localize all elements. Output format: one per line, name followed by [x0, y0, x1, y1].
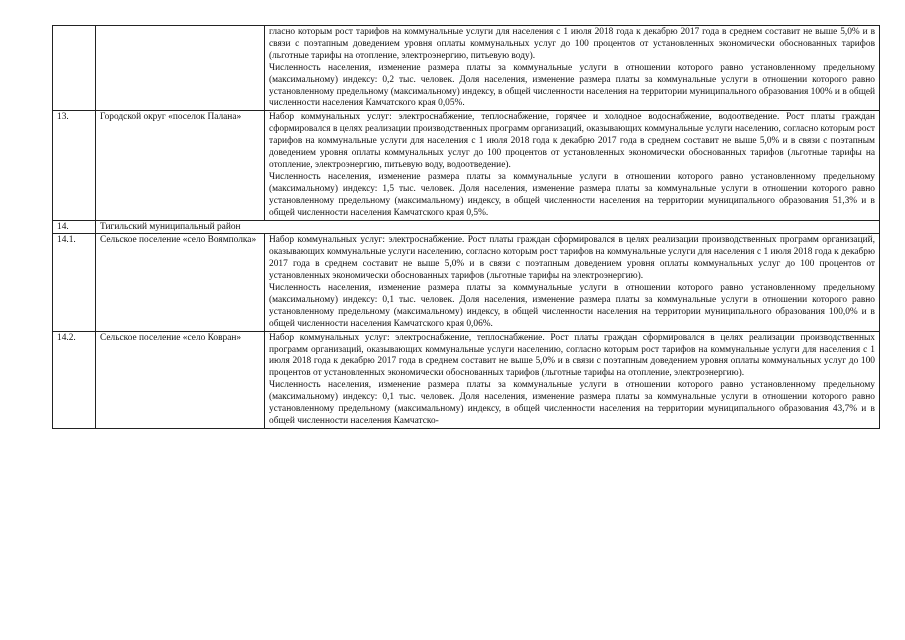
table-row [53, 26, 880, 111]
municipality-name: Сельское поселение «село Ковран» [96, 331, 265, 428]
description-paragraph: Набор коммунальных услуг: электроснабжение, теплоснабжение. Рост платы граждан сформировался в целях реализации производственных программ организаций, оказывающих коммунальные услуги населению, согласно которым рост тарифов на коммунальные услуги для населения с 1 июля 2018 года к декабрю 2017 года в среднем составит не выше 5,0% и в связи с поэтапным доведением уровня оплаты коммунальных услуг до 100 процентов от установленных экономически обоснованных тарифов (льготные тарифы на отопление, электроэнергию). [269, 332, 875, 379]
description-paragraph: Численность населения, изменение размера платы за коммунальные услуги в отношении которого равно установленному предельному (максимальному) индексу: 0,2 тыс. человек. Доля населения, изменение размера платы за коммунальные услуги в отношении которого равно установленному предельному (максимальному) индексу, в общей численности населения на территории муниципального образования 100% и в общей численности населения Камчатского края 0,05%. [269, 62, 875, 109]
row-number: 14. [53, 220, 96, 234]
row-description [265, 234, 880, 331]
municipality-name: Городской округ «поселок Палана» [96, 111, 265, 220]
table-row [53, 220, 880, 234]
row-number [53, 26, 96, 111]
description-paragraph: Набор коммунальных услуг: электроснабжение. Рост платы граждан сформировался в целях реализации производственных программ организаций, оказывающих коммунальные услуги населению, согласно которым рост тарифов на коммунальные услуги для населения с 1 июля 2018 года к декабрю 2017 года в среднем составит не выше 5,0% и в связи с поэтапным доведением уровня оплаты коммунальных услуг до 100 процентов от установленных экономически обоснованных тарифов (льготные тарифы на электроэнергию). [269, 235, 875, 282]
table-row [53, 234, 880, 331]
description-paragraph: Численность населения, изменение размера платы за коммунальные услуги в отношении которого равно установленному предельному (максимальному) индексу: 0,1 тыс. человек. Доля населения, изменение размера платы за коммунальные услуги в отношении которого равно установленному предельному (максимальному) индексу, в общей численности населения на территории муниципального образования 43,7% и в общей численности населения Камчатско- [269, 380, 875, 426]
row-description [265, 331, 880, 428]
table-row [53, 111, 880, 220]
municipality-name [96, 26, 265, 111]
description-paragraph: гласно которым рост тарифов на коммунальные услуги для населения с 1 июля 2018 года к декабрю 2017 года в среднем составит не выше 5,0% и в связи с поэтапным доведением уровня оплаты коммунальных услуг до 100 процентов от установленных экономически обоснованных тарифов (льготные тарифы на отопление, электроэнергию, питьевую воду). [269, 27, 875, 61]
municipality-name: Сельское поселение «село Воямполка» [96, 234, 265, 331]
description-paragraph: Набор коммунальных услуг: электроснабжение, теплоснабжение, горячее и холодное водоснабжение, водоотведение. Рост платы граждан сформировался в целях реализации производственных программ организаций, оказывающих коммунальные услуги населению, согласно которым рост тарифов на коммунальные услуги для населения с 1 июля 2018 года к декабрю 2017 года в среднем составит не выше 5,0% и в связи с поэтапным доведением уровня оплаты коммунальных услуг до 100 процентов от установленных экономически обоснованных тарифов (льготные тарифы на отопление, электроэнергию, питьевую воду, водоотведение). [269, 112, 875, 170]
district-heading: Тигильский муниципальный район [96, 220, 880, 234]
tariff-table [52, 25, 880, 429]
description-paragraph: Численность населения, изменение размера платы за коммунальные услуги в отношении которого равно установленному предельному (максимальному) индексу: 1,5 тыс. человек. Доля населения, изменение размера платы за коммунальные услуги в отношении которого равно установленному предельному (максимальному) индексу, в общей численности населения на территории муниципального образования 51,3% и в общей численности населения Камчатского края 0,5%. [269, 171, 875, 218]
row-number: 14.2. [53, 331, 96, 428]
description-paragraph: Численность населения, изменение размера платы за коммунальные услуги в отношении которого равно установленному предельному (максимальному) индексу: 0,1 тыс. человек. Доля населения, изменение размера платы за коммунальные услуги в отношении которого равно установленному предельному (максимальному) индексу, в общей численности населения на территории муниципального образования 100,0% и в общей численности населения Камчатского края 0,06%. [269, 283, 875, 329]
table-row [53, 331, 880, 428]
row-number: 14.1. [53, 234, 96, 331]
row-description [265, 111, 880, 220]
row-number: 13. [53, 111, 96, 220]
row-description [265, 26, 880, 111]
